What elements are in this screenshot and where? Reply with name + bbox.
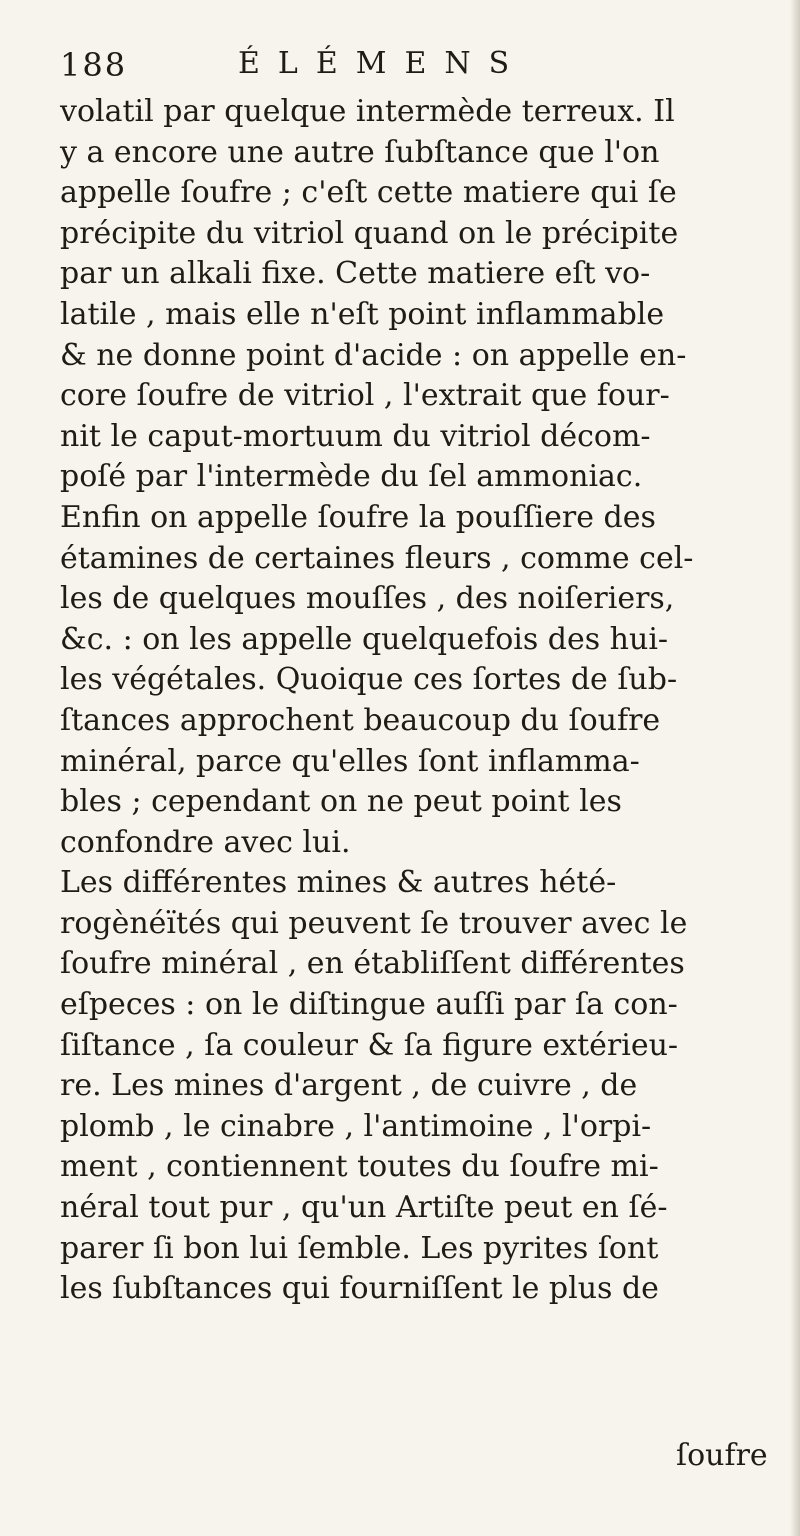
text-line: néral tout pur , qu'un Artiſte peut en ſé- <box>60 1190 668 1226</box>
text-line: Enfin on appelle ſoufre la pouſſiere des <box>60 499 656 535</box>
page-edge-shadow <box>790 0 800 1536</box>
text-line: parer ſi bon lui ſemble. Les pyrites ſont <box>60 1230 659 1266</box>
text-line: poſé par l'intermède du ſel ammoniac. <box>60 459 643 495</box>
text-line: rogènéïtés qui peuvent ſe trouver avec le <box>60 905 688 941</box>
text-line: ſiſtance , ſa couleur & ſa figure extérieu- <box>60 1027 679 1063</box>
text-line: y a encore une autre ſubſtance que l'on <box>60 134 660 170</box>
text-line: minéral, parce qu'elles ſont inflamma- <box>60 743 640 779</box>
text-line: les végétales. Quoique ces ſortes de ſub- <box>60 662 678 698</box>
text-line: ſoufre minéral , en établiſſent différentes <box>60 946 685 982</box>
text-line: confondre avec lui. <box>60 824 351 860</box>
text-line: volatil par quelque intermède terreux. Il <box>60 94 675 129</box>
text-line: core ſoufre de vitriol , l'extrait que four- <box>60 378 670 414</box>
text-line: & ne donne point d'acide : on appelle en- <box>60 337 687 373</box>
text-line: plomb , le cinabre , l'antimoine , l'orpi- <box>60 1108 652 1144</box>
text-line: Les différentes mines & autres hété- <box>60 865 617 901</box>
text-line: étamines de certaines fleurs , comme cel- <box>60 540 694 576</box>
text-line: appelle ſoufre ; c'eſt cette matiere qui ſe <box>60 175 677 211</box>
text-line: nit le caput-mortuum du vitriol décom- <box>60 418 651 454</box>
text-line: ſtances approchent beaucoup du ſoufre <box>60 702 661 738</box>
text-line: eſpeces : on le diſtingue auſſi par ſa con- <box>60 987 678 1023</box>
text-line: bles ; cependant on ne peut point les <box>60 784 622 820</box>
text-line: par un alkali fixe. Cette matiere eſt vo- <box>60 256 651 292</box>
page-header <box>60 38 760 92</box>
running-head: ÉLÉMENS <box>238 46 528 81</box>
page-number: 188 <box>60 46 128 84</box>
catchword: ſoufre <box>676 1438 768 1473</box>
text-line: les de quelques mouſſes , des noiſeriers, <box>60 581 675 617</box>
text-line: re. Les mines d'argent , de cuivre , de <box>60 1068 638 1104</box>
text-line: latile , mais elle n'eſt point inflammable <box>60 296 665 332</box>
text-line: &c. : on les appelle quelquefois des hui- <box>60 621 669 657</box>
text-line: ment , contiennent toutes du ſoufre mi- <box>60 1149 659 1185</box>
text-line: les ſubſtances qui fourniſſent le plus de <box>60 1271 659 1307</box>
text-line: précipite du vitriol quand on le précipite <box>60 215 679 251</box>
page-body <box>60 92 780 1310</box>
